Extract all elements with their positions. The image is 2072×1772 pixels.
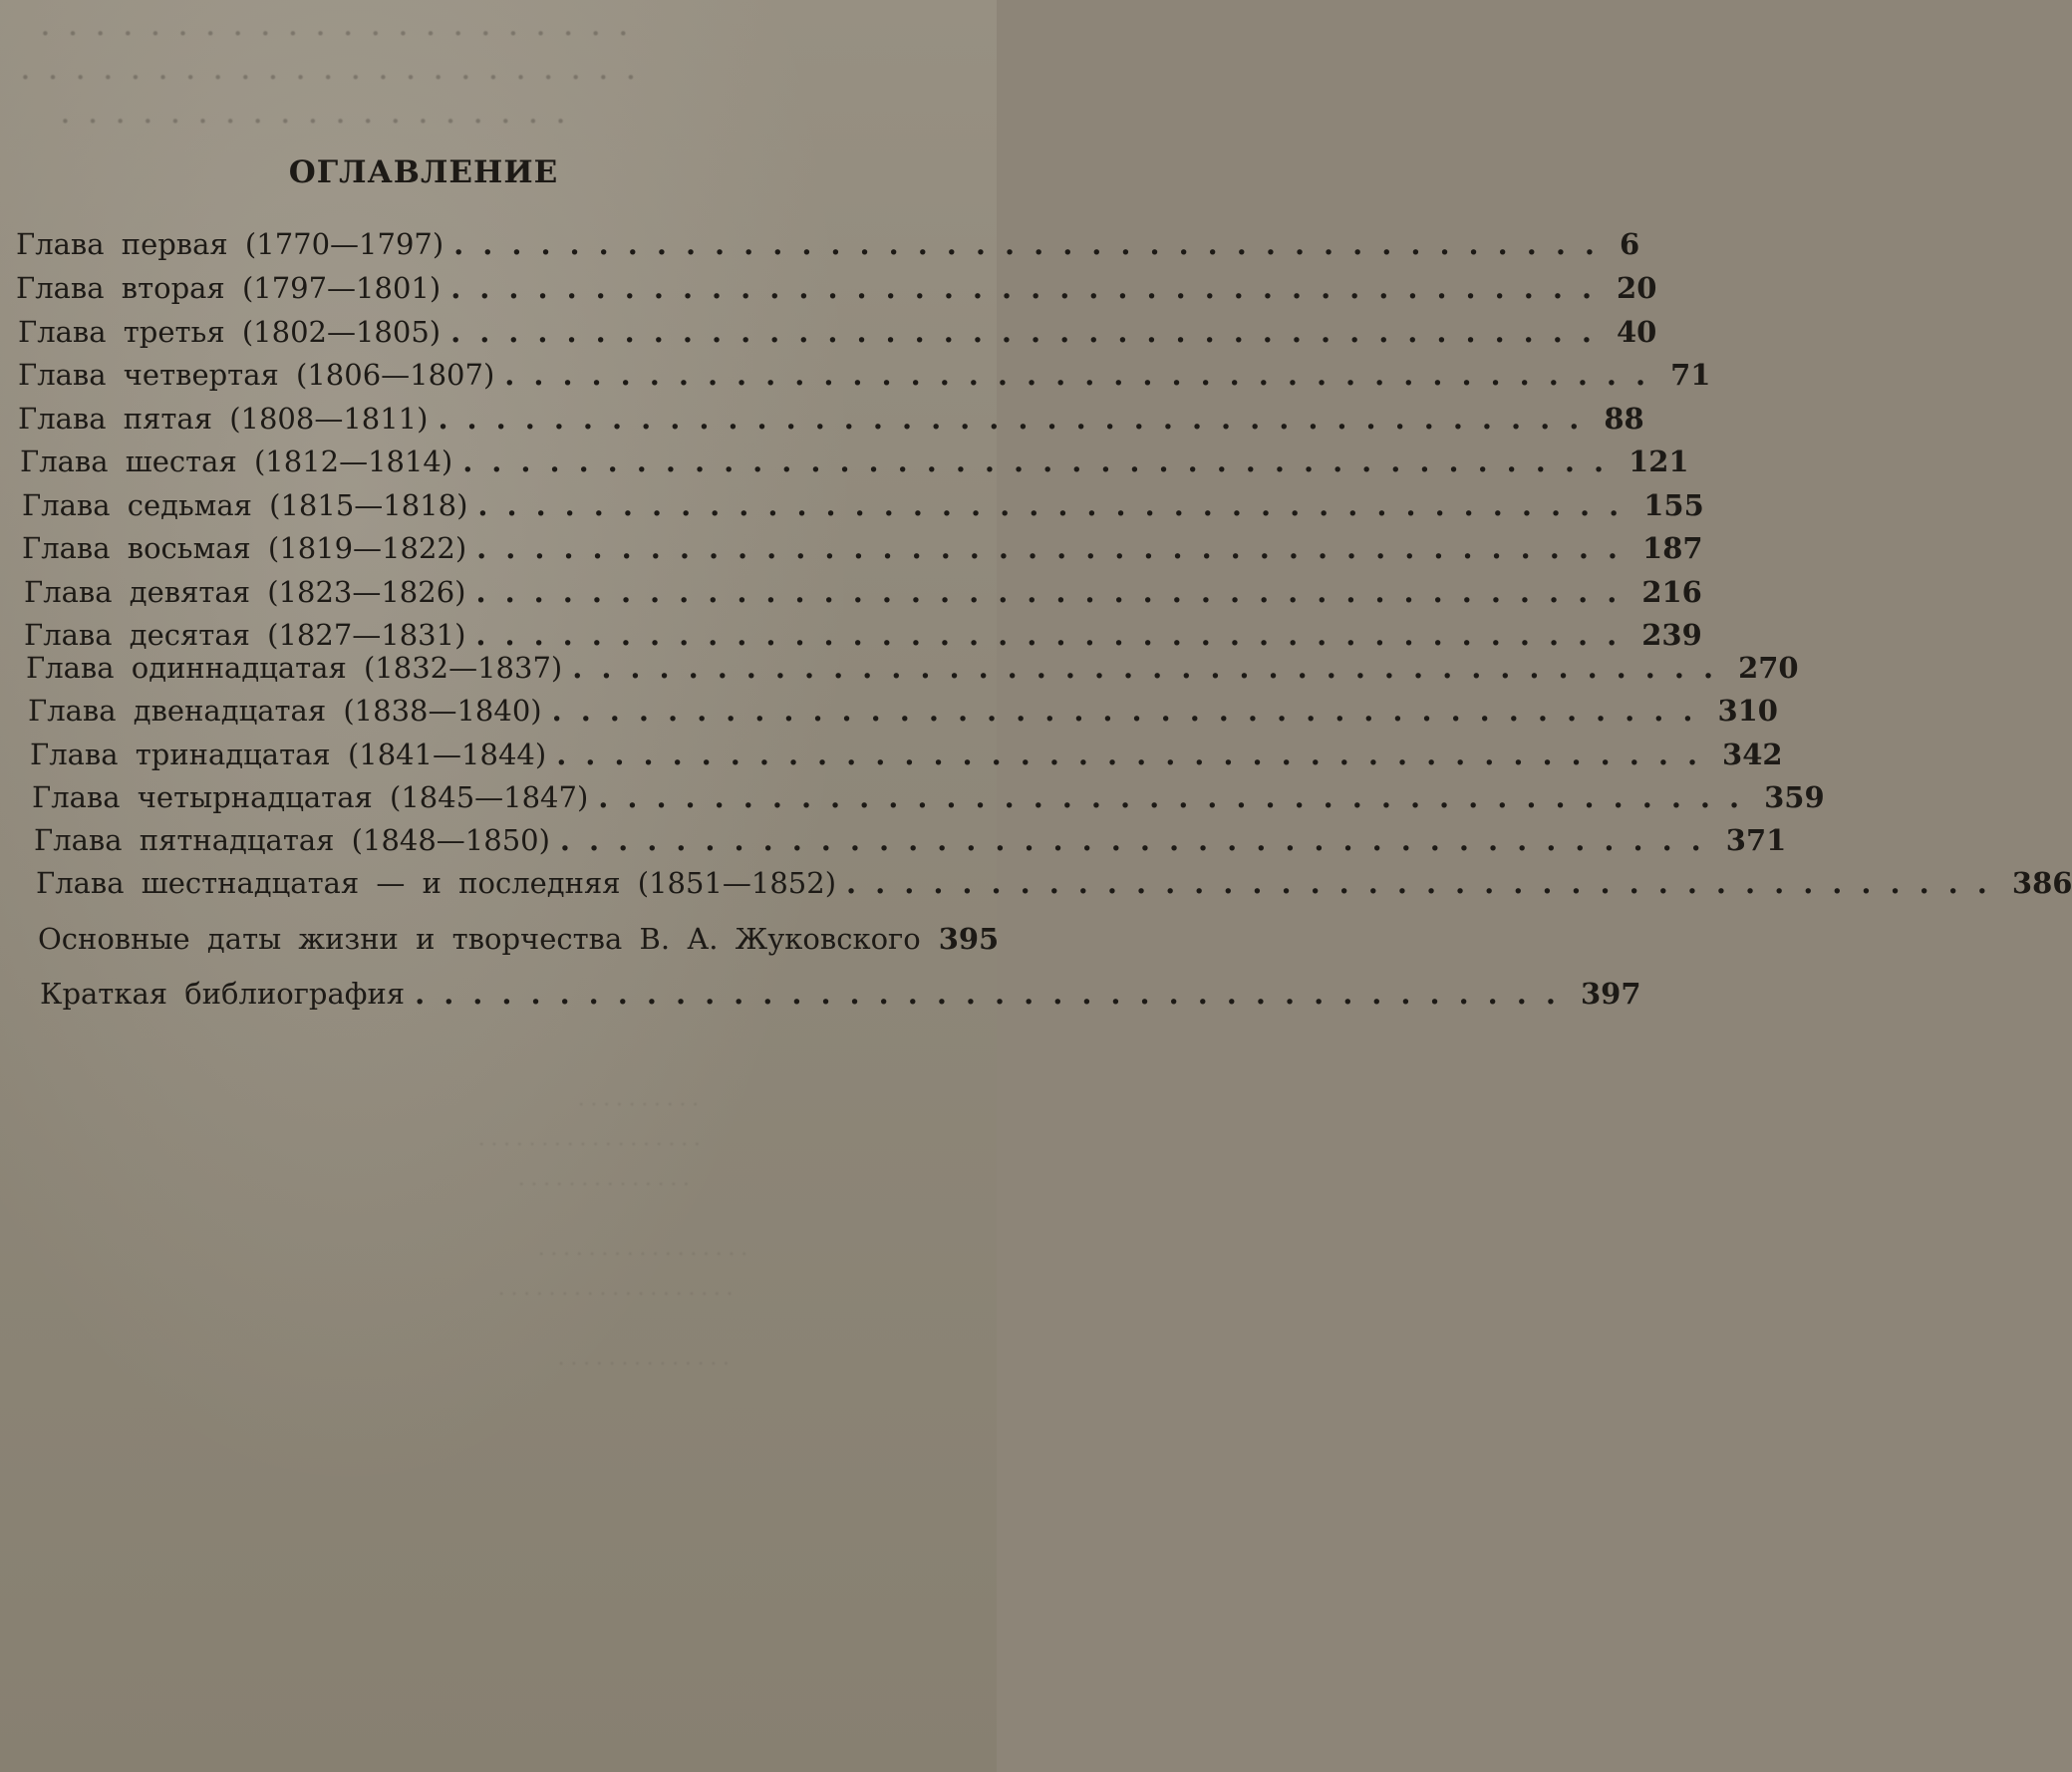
toc-page-number: 342 — [1722, 738, 1783, 771]
toc-entry-title: Глава двенадцатая (1838—1840) — [28, 694, 542, 728]
dot-leader: ........................................ — [598, 780, 1759, 814]
toc-page-number: 239 — [1641, 618, 1702, 652]
toc-entry-title: Глава седьмая (1815—1818) — [22, 488, 468, 522]
dot-leader: ........................................ — [475, 575, 1636, 609]
toc-entry-title: Глава четвертая (1806—1807) — [18, 358, 495, 392]
toc-page-number: 6 — [1620, 227, 1640, 261]
toc-page-number: 359 — [1764, 780, 1825, 814]
toc-page-number: 155 — [1643, 488, 1704, 522]
dot-leader: ........................................ — [846, 866, 2006, 900]
toc-page-number: 88 — [1604, 402, 1644, 436]
toc-row — [22, 488, 1704, 522]
toc-row — [38, 922, 1000, 956]
toc-page-number: 121 — [1628, 444, 1689, 478]
dot-leader: ........................................ — [504, 358, 1665, 392]
toc-row — [40, 977, 1641, 1011]
toc-page-number: 395 — [938, 922, 1000, 956]
show-through-text: . . . . . . . . . . . . . . . . . . . . . . . . . . . . . . . . . . . . . . . . . . . . . . . . . . . . . . . . . . . . . . . . — [20, 4, 640, 132]
toc-page-number: 216 — [1641, 575, 1702, 609]
dot-leader: ........................................ — [450, 271, 1612, 305]
toc-page-number: 187 — [1642, 531, 1703, 565]
toc-page-number: 386 — [2011, 866, 2072, 900]
show-through-text-lower: . . . . . . . . . . . . . . . . . . . . . . . . . . . . . . . . . . . . . . . . . . . . . . . . . . . . . . . . . . . . . . . . . . . . . . . . . . . . . . . . . . . . . . . . . . . . — [478, 1086, 747, 1369]
toc-page-number: 71 — [1670, 358, 1711, 392]
toc-page-number: 310 — [1717, 694, 1778, 728]
toc-entry-title: Глава пятнадцатая (1848—1850) — [34, 823, 550, 857]
dot-leader: ........................................ — [477, 488, 1638, 522]
toc-page-number: 40 — [1616, 315, 1657, 349]
toc-row — [24, 575, 1702, 609]
toc-row — [26, 651, 1799, 685]
toc-row — [20, 444, 1689, 478]
dot-leader: ........................................ — [415, 977, 1575, 1011]
dot-leader: ........................................ — [572, 651, 1733, 685]
toc-entry-title: Глава девятая (1823—1826) — [24, 575, 466, 609]
toc-row — [30, 738, 1783, 771]
toc-row — [24, 618, 1702, 652]
toc-row — [18, 402, 1644, 436]
dot-leader: ........................................ — [475, 618, 1636, 652]
toc-row — [16, 227, 1640, 261]
toc-page-number: 270 — [1738, 651, 1799, 685]
toc-entry-title: Глава шестая (1812—1814) — [20, 444, 453, 478]
toc-row — [34, 823, 1787, 857]
toc-entry-title: Глава пятая (1808—1811) — [18, 402, 429, 436]
toc-entry-title: Глава первая (1770—1797) — [16, 227, 444, 261]
toc-entry-title: Глава шестнадцатая — и последняя (1851—1852) — [36, 866, 837, 900]
toc-entry-title: Глава вторая (1797—1801) — [16, 271, 442, 305]
toc-page-number: 397 — [1580, 977, 1641, 1011]
toc-entry-title: Глава восьмая (1819—1822) — [22, 531, 467, 565]
toc-row — [16, 271, 1657, 305]
toc-entry-title: Основные даты жизни и творчества В. А. Жуковского — [38, 922, 921, 956]
toc-row — [32, 780, 1825, 814]
dot-leader: ........................................ — [551, 694, 1712, 728]
toc-entry-title: Глава одиннадцатая (1832—1837) — [26, 651, 563, 685]
toc-entry-title: Краткая библиография — [40, 977, 406, 1011]
dot-leader: ........................................ — [450, 315, 1611, 349]
toc-page-number: 20 — [1617, 271, 1657, 305]
dot-leader: ........................................ — [438, 402, 1599, 436]
toc-row — [36, 866, 2072, 900]
toc-entry-title: Глава третья (1802—1805) — [18, 315, 442, 349]
toc-entry-title: Глава десятая (1827—1831) — [24, 618, 466, 652]
toc-page-number: 371 — [1725, 823, 1787, 857]
toc-row — [22, 531, 1703, 565]
toc-row — [28, 694, 1778, 728]
toc-row — [18, 315, 1657, 349]
toc-entry-title: Глава четырнадцатая (1845—1847) — [32, 780, 589, 814]
toc-row — [18, 358, 1711, 392]
dot-leader: ........................................ — [476, 531, 1637, 565]
dot-leader: ........................................ — [556, 738, 1717, 771]
dot-leader: ........................................ — [453, 227, 1615, 261]
page-title: ОГЛАВЛЕНИЕ — [288, 154, 559, 190]
dot-leader: ........................................ — [559, 823, 1720, 857]
dot-leader: ........................................ — [462, 444, 1624, 478]
toc-entry-title: Глава тринадцатая (1841—1844) — [30, 738, 547, 771]
